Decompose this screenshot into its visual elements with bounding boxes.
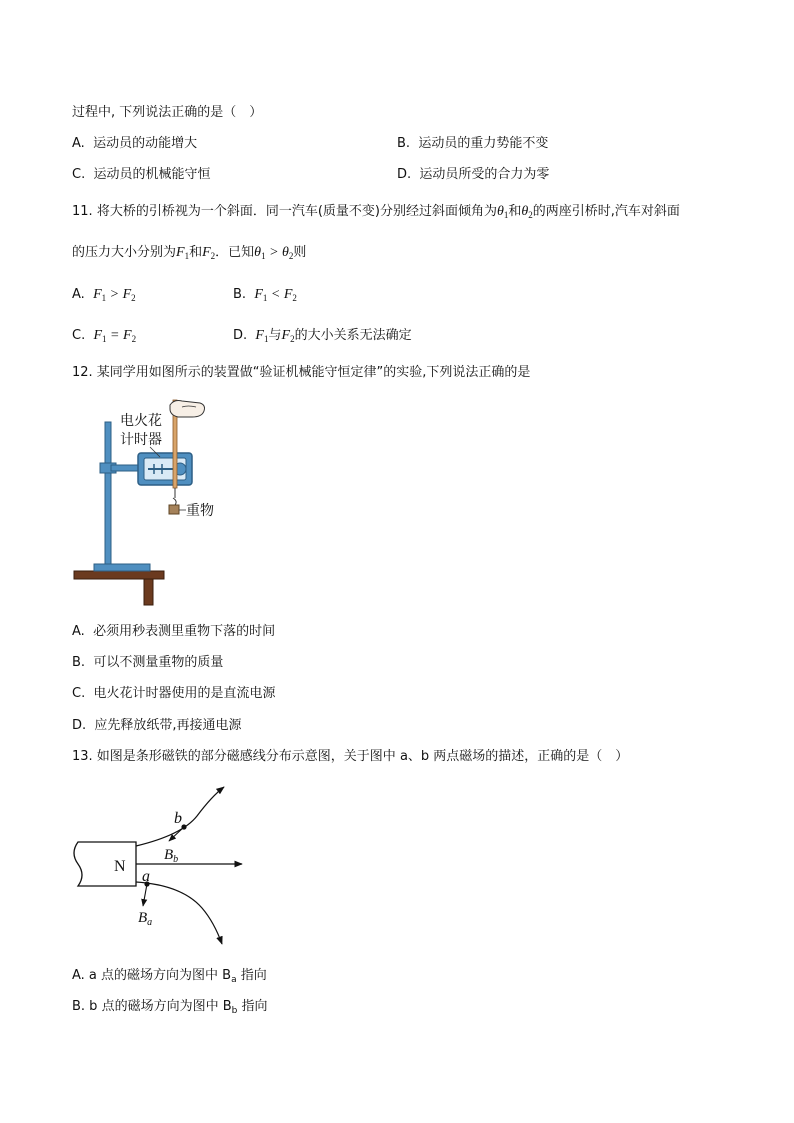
label-a: a [142, 868, 150, 885]
q13-option-b[interactable]: B. b 点的磁场方向为图中 $B_b$ 指向 [72, 999, 268, 1016]
theta-1: $\theta_1$ [496, 204, 509, 220]
q13-magnet-figure [72, 780, 252, 952]
q12-apparatus-figure [70, 395, 230, 609]
q11-stem-line-2: 的压力大小分别为$F_1$和$F_2$．已知$\theta_1 > \theta_2$则 [72, 245, 307, 261]
option-text: 运动员的重力势能不变 [418, 136, 549, 151]
q10-option-a[interactable] [72, 135, 197, 153]
q12-option-a[interactable]: A. 必须用秒表测里重物下落的时间 [72, 624, 276, 639]
option-label: D. [397, 167, 412, 182]
option-text: 运动员所受的合力为零 [419, 167, 550, 182]
field-line-bottom [136, 882, 222, 944]
label-b: b [174, 810, 182, 827]
stand-pole [105, 422, 111, 564]
option-label: C. [72, 167, 86, 182]
table-top [74, 571, 164, 579]
q11-option-a[interactable]: A. $F_1 > F_2$ [72, 287, 136, 303]
label-Ba: $B_a$ [138, 910, 153, 928]
weight-label: 重物 [186, 503, 214, 519]
stand-base [94, 564, 150, 571]
q10-option-d[interactable] [397, 166, 549, 184]
weight [169, 505, 179, 514]
vector-a [143, 884, 147, 906]
question-10-stem-tail: 过程中, 下列说法正确的是（ ） [72, 105, 263, 120]
q12-stem: 12. 某同学用如图所示的装置做“验证机械能守恒定律”的实验,下列说法正确的是 [72, 365, 531, 380]
q10-option-b[interactable] [397, 135, 548, 153]
hand [170, 401, 205, 418]
magnet-pole-n: N [114, 858, 126, 875]
option-text: 运动员的机械能守恒 [93, 167, 211, 182]
q10-option-c[interactable] [72, 166, 211, 184]
bar-magnet [74, 842, 136, 886]
q12-option-c[interactable]: C. 电火花计时器使用的是直流电源 [72, 686, 276, 701]
q11-option-b[interactable]: B. $F_1 < F_2$ [233, 287, 297, 303]
theta-2: $\theta_2$ [521, 204, 533, 220]
timer-label-1: 电火花 [120, 413, 162, 429]
q11-stem-line-1: 11. 将大桥的引桥视为一个斜面．同一汽车(质量不变)分别经过斜面倾角为$\theta_1$和$\theta_2$的两座引桥时,汽车对斜面 [72, 204, 680, 220]
q11-option-d[interactable]: D. $F_1$与$F_2$的大小关系无法确定 [233, 328, 412, 344]
q12-option-d[interactable]: D. 应先释放纸带,再接通电源 [72, 718, 242, 733]
table-leg [144, 579, 153, 605]
label-Bb: $B_b$ [164, 847, 179, 865]
q12-option-b[interactable]: B. 可以不测量重物的质量 [72, 655, 224, 670]
q13-option-a[interactable]: A. a 点的磁场方向为图中 $B_a$ 指向 [72, 968, 267, 985]
timer-label-2: 计时器 [120, 432, 162, 448]
option-text: 运动员的动能增大 [93, 136, 198, 151]
option-label: B. [397, 136, 411, 151]
q11-option-c[interactable]: C. $F_1 = F_2$ [72, 328, 137, 344]
q13-stem: 13. 如图是条形磁铁的部分磁感线分布示意图，关于图中 a、b 两点磁场的描述，正确的是（ ） [72, 749, 629, 764]
option-label: A. [72, 136, 85, 151]
